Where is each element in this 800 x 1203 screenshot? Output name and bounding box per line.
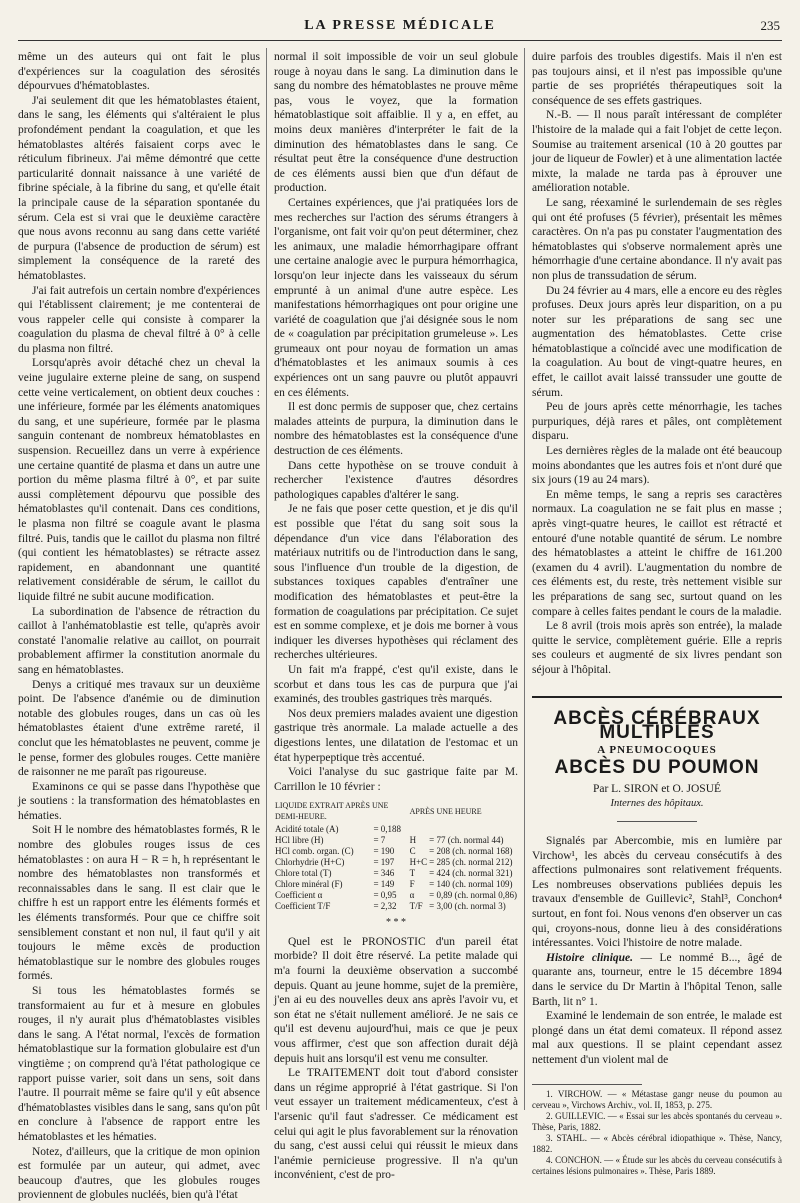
journal-title: LA PRESSE MÉDICALE (304, 18, 496, 33)
paragraph: Examinons ce qui se passe dans l'hypothèse que je soutiens : la transformation des hématoblastes en hématies. (18, 780, 260, 822)
table-cell: = 7 (373, 835, 386, 846)
paragraph: Le 8 avril (trois mois après son entrée), la malade quitte le service, complètement guérie. Elle a repris ses couleurs et augmenté de six livres pendant son séjour à l'hôpital. (532, 620, 782, 676)
paragraph: Je ne fais que poser cette question, et je dis qu'il est possible que l'état du sang soit sous la dépendance d'un vice dans l'élaboration des matériaux nutritifs ou de l'introduction dans le sang, sous l'influence d'un trouble de la digestion, de substances toxiques capables d'entraîner une modification des hématoblastes et peut-être la formation de coagulations par précipitation. Ce sujet est en somme complexe, et je dois me borner à vous indiquer les diverses hypothèses qui réclament des recherches ultérieures. (274, 503, 518, 662)
paragraph: Nos deux premiers malades avaient une digestion gastrique très anormale. La malade actuelle a des digestions lentes, une dilatation de l'estomac et un état hyperpeptique très accentué. (274, 707, 518, 764)
table-header-right: APRÈS UNE HEURE (409, 806, 482, 816)
table-cell: = 0,188 (373, 824, 402, 835)
table-row (274, 857, 518, 868)
paragraph: La subordination de l'absence de rétraction du caillot à l'anhématoblastie est telle, qu'après avoir constaté l'anomalie relative au caillot, on pourrait probablement affirmer la constitution anormale du sang en hématoblastes. (18, 605, 260, 676)
article-title: ABCÈS CÉRÉBRAUX MULTIPLES (553, 707, 761, 744)
page-number: 235 (760, 18, 780, 33)
table-cell: = 3,00 (ch. normal 3) (429, 901, 506, 912)
paragraph: Un fait m'a frappé, c'est qu'il existe, dans le scorbut et dans tous les cas de purpura que j'ai examinés, des troubles gastriques très marqués. (274, 663, 518, 706)
table-cell (428, 824, 518, 835)
table-cell: Chlore total (T) (275, 868, 332, 879)
table-cell: F (409, 879, 415, 890)
paragraph: N.-B. — Il nous paraît intéressant de compléter l'histoire de la malade qui a fait l'objet de cette leçon. Soumise au traitement arsenical (10 à 20 gouttes par jour de liqueur de Fowler) et à une alimentation lactée mixte, la malade ne tarda pas à éprouver une amélioration notable. (532, 109, 782, 195)
table-row (274, 890, 518, 901)
table-cell: H+C (409, 857, 428, 868)
article-authors: Par L. SIRON et O. JOSUÉ (592, 782, 722, 795)
paragraph: Soit H le nombre des hématoblastes formés, R le nombre des globules rouges issus de ces hématoblastes : on aura H − R = h, h représentant le nombre des hématoblastes non transformés et reconnaissables dans le sang. Il est clair que le chiffre h est un rapport entre les éléments formés et les éléments transformés. Pour que ce chiffre soit sensiblement constant et non nul, il faut qu'il y ait toujours le même excès de production hématoblastique sur le nombre des globules rouges formés. (18, 824, 260, 983)
paragraph: En même temps, le sang a repris ses caractères normaux. La coagulation ne se fait plus en masse ; après vingt-quatre heures, le caillot est rétracté et entouré d'une notable quantité de sérum. Le nombre des hématoblastes a atteint le chiffre de 161.200 (examen du 4 avril). L'augmentation du nombre de ces éléments est, du reste, très nettement visible sur les préparations de sang sec, surtout quand on les compare à celles faites pendant le cours de la maladie. (532, 488, 782, 618)
article-rule (617, 821, 697, 822)
column-right (532, 50, 783, 1176)
table-cell: T (409, 868, 416, 879)
table-cell (409, 824, 429, 835)
table-row (274, 846, 518, 857)
column-middle (274, 50, 518, 1182)
section-text: — Le nommé B..., âgé de quarante ans, tourneur, entre le 15 décembre 1894 dans le service du Dr Martin à l'hôpital Tenon, salle Barth, lit n° 1. (532, 951, 783, 1008)
table-cell: HCl comb. organ. (C) (275, 846, 354, 857)
footnote-rule (532, 1084, 642, 1085)
paragraph: même un des auteurs qui ont fait le plus d'expériences sur la coagulation des sérosités dépourvues d'hématoblastes. (18, 51, 260, 93)
table-row (274, 879, 518, 890)
table-cell: = 2,32 (373, 901, 397, 912)
paragraph: Examiné le lendemain de son entrée, le malade est plongé dans un état demi comateux. Il répond assez mal aux questions. Il se plaint cependant assez nettement d'un violent mal de (532, 1010, 782, 1066)
footnote: 3. STAHL. — « Abcès cérébral idiopathique ». Thèse, Nancy, 1882. (532, 1132, 782, 1154)
table-cell: Acidité totale (A) (275, 824, 339, 835)
header-rule (18, 40, 782, 41)
paragraph: Voici l'analyse du suc gastrique faite par M. Carrillon le 10 février : (274, 766, 518, 793)
paragraph: normal il soit impossible de voir un seul globule rouge à noyau dans le sang. La diminution dans le sang du nombre des hématoblastes ne prouve même pas, vous le voyez, que la formation hématoblastique soit affaiblie. Il y a, en effet, au moins deux manières d'interpréter le fait de la diminution des hématoblastes dans le sang. Ce résultat peut être la conséquence d'une destruction de ces éléments aussi bien que d'un défaut de production. (274, 51, 518, 195)
paragraph: Signalés par Abercombie, mis en lumière par Virchow¹, les abcès du cerveau consécutifs à des affections pulmonaires sont relativement fréquents. Les nombreuses observations publiées depuis les travaux d'ensemble de Guillevic², Stahl³, Conchon⁴ surtout, en font foi. Nous venons d'en observer un cas qui, croyons-nous, donne lieu à des considérations intéressantes. Voici l'histoire de notre malade. (532, 835, 782, 950)
paragraph: J'ai fait autrefois un certain nombre d'expériences qui l'établissent clairement; je me contenterai de vous rappeler celle qui consiste à comparer la coagulation du plasma de cheval filtré à 0° à celle du plasma non filtré. (18, 284, 260, 355)
table-cell: = 149 (373, 879, 395, 890)
paragraph: J'ai seulement dit que les hématoblastes étaient, dans le sang, les éléments qui s'altéraient le plus profondément pendant la coagulation, et que les hématoblastes altérés faisaient corps avec le réticulum fibrineux. J'ai même démontré que cette particularité donnait naissance à une variété de fibrine spéciale, à la fibrine du sang, et qu'elle était la principale cause de la séparation spontanée du sérum. Cela est si vrai que le deuxième caractère que nous avons reconnu au sang dans cette variété de purpura (l'absence de production de sérum) est simplement la conséquence de la rareté des hématoblastes. (18, 94, 260, 282)
table-cell: = 190 (373, 846, 395, 857)
paragraph: Peu de jours après cette ménorrhagie, les taches purpuriques, déjà rares et pâles, ont complètement disparu. (532, 401, 782, 443)
footnote: 4. CONCHON. — « Étude sur les abcès du cerveau consécutifs à certaines lésions pulmonaires ». Thèse, Paris 1889. (532, 1154, 782, 1176)
table-header-left: LIQUIDE EXTRAIT APRÈS UNE DEMI-HEURE. (275, 801, 389, 822)
table-cell: Coefficient α (275, 890, 323, 901)
column-left (18, 50, 260, 1202)
paragraph: Denys a critiqué mes travaux sur un deuxième point. De l'absence d'anémie ou de diminution notable des globules rouges, dans un cas où les hématoblastes étaient d'une extrême rareté, il conclut que les hématoblastes ne peuvent, comme je le pense, former des globules rouges. Cette manière de raisonner ne me paraît pas rigoureuse. (18, 678, 260, 779)
article-subtitle: A PNEUMOCOQUES (597, 743, 717, 756)
paragraph: Quel est le PRONOSTIC d'un pareil état morbide? Il doit être réservé. La petite malade qui m'a fourni la deuxième observation a succombé depuis. Quant au jeune homme, sujet de la première, j'en ai eu des nouvelles deux ans après l'avoir vu, et son état ne s'était nullement amélioré. Je ne sais ce qu'il est devenu aujourd'hui, mais ce que je peux vous affirmer, c'est que son affection durait déjà depuis huit ans lorsqu'il est venu me consulter. (274, 935, 518, 1065)
table-cell: Coefficient T/F (275, 901, 331, 912)
paragraph: Les dernières règles de la malade ont été beaucoup moins abondantes que les autres fois et n'ont duré que six jours (19 au 24 mars). (532, 445, 782, 487)
paragraph: Du 24 février au 4 mars, elle a encore eu des règles profuses. Deux jours après leur disparition, on a pu noter sur les préparations de sang sec une augmentation des hématoblastes. Cette crise hématoblastique a coïncidé avec une modification de la coagulation. Au bout de vingt-quatre heures, en effet, le caillot avait laissé transsuder une goutte de sérum. (532, 284, 782, 399)
table-cell: T/F (409, 901, 423, 912)
table-cell: = 77 (ch. normal 44) (429, 835, 504, 846)
section-separator: * * * (386, 917, 406, 929)
paragraph: Si tous les hématoblastes formés se transformaient au fur et à mesure en globules rouges, il n'y aurait plus d'hématoblastes visibles dans le sang. A l'état normal, l'excès de formation hématoblastique sur la formation globulaire est d'un vingtième ; on comprend qu'à l'état pathologique ce rapport puisse varier, soit dans un sens, soit dans l'autre. Il pourrait même se faire qu'il y eût absence d'hématoblastes visibles dans le sang, sans qu'on pût en conclure à l'absence de rapport entre les hématoblastes et les hématies. (18, 985, 260, 1143)
table-cell: = 197 (373, 857, 395, 868)
table-row (274, 824, 518, 835)
table-cell: = 0,95 (373, 890, 397, 901)
section-label: Histoire clinique. (546, 951, 634, 964)
footnote: 2. GUILLEVIC. — « Essai sur les abcès spontanés du cerveau ». Thèse, Paris, 1882. (532, 1110, 782, 1132)
table-cell: α (409, 890, 415, 901)
table-row (274, 835, 518, 846)
paragraph: Le sang, réexaminé le surlendemain de ses règles qui ont été profuses (5 février), présentait les mêmes caractères. On n'a pas pu constater l'augmentation des hématoblastes qui s'observe normalement après une hémorrhagie d'une certaine abondance. Il n'y avait pas non plus de transsudation de sérum. (532, 196, 782, 282)
table-cell: = 424 (ch. normal 321) (429, 868, 513, 879)
table-row (274, 901, 518, 912)
paragraph: Dans cette hypothèse on se trouve conduit à rechercher l'existence d'autres désordres pathologiques capables d'altérer le sang. (274, 459, 518, 501)
article-header (532, 696, 782, 823)
table-cell: = 285 (ch. normal 212) (429, 857, 513, 868)
table-cell: = 208 (ch. normal 168) (429, 846, 513, 857)
table-cell: = 346 (373, 868, 395, 879)
table-cell: C (409, 846, 416, 857)
paragraph (532, 951, 782, 1009)
table-cell: Chlore minéral (F) (275, 879, 343, 890)
article-title-secondary: ABCÈS DU POUMON (554, 757, 760, 779)
table-cell: Chlorhydrie (H+C) (275, 857, 345, 868)
paragraph: Il est donc permis de supposer que, chez certains malades atteints de purpura, la diminution dans le nombre des hématoblastes est la conséquence d'une destruction de ces éléments. (274, 401, 518, 458)
paragraph: Certaines expériences, que j'ai pratiquées lors de mes recherches sur l'action des sérums étrangers à l'organisme, ont fait voir qu'on peut déterminer, chez les animaux, une maladie hémorrhagipare offrant une certaine analogie avec le purpura hémorrhagica, lorsqu'on leur injecte dans les vaisseaux du sérum emprunté à un animal d'une autre espèce. Les manifestations hémorrhagiques ont pour origine une variété de coagulation que j'ai désignée sous le nom de « coagulation par précipitation grumeleuse ». Les grumeaux ont pour noyau de formation un amas d'hématoblastes et les animaux soumis à ces expériences ont un sang pauvre ou plutôt appauvri en ces éléments. (274, 196, 518, 399)
page-header (20, 14, 780, 36)
paragraph: Lorsqu'après avoir détaché chez un cheval la veine jugulaire externe pleine de sang, on suspend cette veine verticalement, on obtient deux couches : une inférieure, formée par les éléments anatomiques du sang, et une supérieure, formée par le plasma sanguin contenant de nombreux hématoblastes en suspension. Recueillez dans un verre à expérience une certaine quantité de plasma et dans un autre une portion du même plasma filtré à 0°, et par suite aussi complètement dépourvu que possible des hématoblastes qu'il contenait. Dans ces conditions, le plasma non filtré se coagule avant le plasma filtré. Puis, tandis que le caillot du plasma non filtré (qui contient les hématoblastes) se rétracte assez rapidement, en abandonnant une quantité relativement considérable de sérum, le caillot du liquide filtré ne subit aucune modification. (18, 357, 260, 603)
column-divider (266, 48, 267, 1110)
table-cell: = 140 (ch. normal 109) (429, 879, 513, 890)
footnote: 1. VIRCHOW. — « Métastase gangr neuse du poumon au cerveau », Virchows Archiv., vol. II, 1853, p. 275. (532, 1088, 782, 1110)
paragraph: Notez, d'ailleurs, que la critique de mon opinion est formulée par un auteur, qui admet, avec beaucoup d'autres, que les globules rouges proviennent de globules nucléés, bien qu'à l'état (18, 1145, 260, 1202)
table-row (274, 868, 518, 879)
table-cell: H (409, 835, 417, 846)
table-cell: HCl libre (H) (275, 835, 324, 846)
paragraph: duire parfois des troubles digestifs. Mais il n'en est pas toujours ainsi, et il n'est pas impossible qu'une partie de ses propriétés thérapeutiques soit la conséquence de ses effets gastriques. (532, 51, 782, 107)
column-divider (524, 48, 525, 1110)
gastric-analysis-table (274, 798, 518, 912)
article-institution: Internes des hôpitaux. (610, 797, 704, 809)
table-cell: = 0,89 (ch. normal 0,86) (429, 890, 517, 901)
paragraph: Le TRAITEMENT doit tout d'abord consister dans un régime approprié à l'état gastrique. Si l'on veut essayer un traitement médicamenteux, c'est à l'arsenic qu'il faut s'adresser. Ce médicament est celui qui agit le plus favorablement sur la rénovation du sang, c'est aussi celui qui réussit le mieux dans l'anémie pernicieuse progressive. Il n'a qu'un inconvénient, c'est de pro- (274, 1067, 518, 1182)
